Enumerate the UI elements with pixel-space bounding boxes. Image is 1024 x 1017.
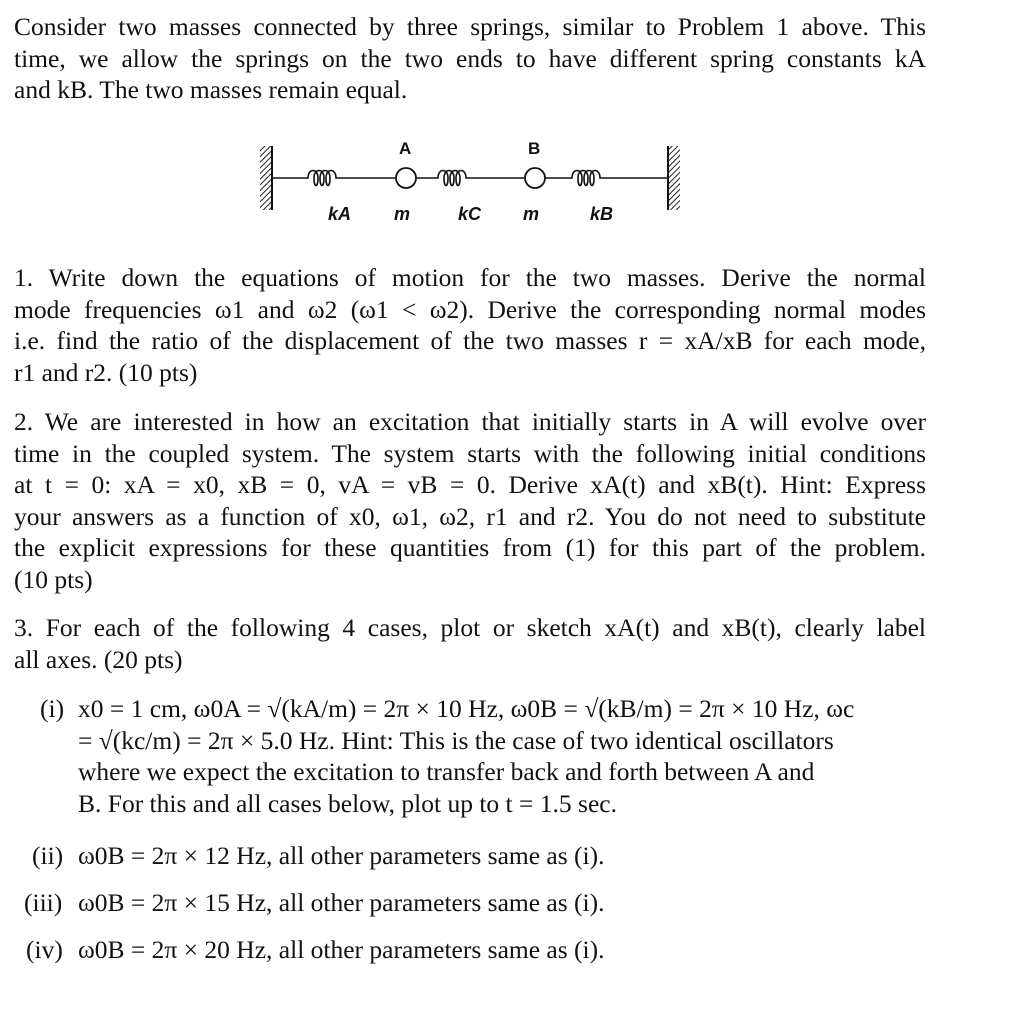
- case-i-label: (i): [40, 694, 65, 723]
- case-iii-text: ω0B = 2π × 15 Hz, all other parameters same as (i).: [78, 888, 605, 917]
- question-3: [14, 612, 926, 675]
- q2-line-6: (10 pts): [14, 564, 93, 594]
- label-ka-text: kA: [328, 204, 352, 224]
- spring-mass-diagram: [250, 132, 690, 232]
- q2-line-1: 2. We are interested in how an excitation that initially starts in A will evolve over: [14, 407, 926, 436]
- q1-line-2: mode frequencies ω1 and ω2 (ω1 < ω2). Derive the corresponding normal modes: [14, 294, 926, 324]
- left-wall: [260, 146, 272, 210]
- label-m-left: m: [394, 204, 411, 224]
- mass-b: [525, 168, 545, 188]
- case-i: [40, 693, 930, 823]
- q2-line-5: the explicit expressions for these quantities from (1) for this part of the problem.: [14, 533, 926, 563]
- spring-left: [272, 171, 395, 186]
- q3-line-1: 3. For each of the following 4 cases, plot or sketch xA(t) and xB(t), clearly label: [14, 613, 926, 642]
- right-wall: [668, 146, 680, 210]
- case-ii-text: ω0B = 2π × 12 Hz, all other parameters same as (i).: [78, 841, 605, 870]
- case-iv-label: (iv): [26, 935, 63, 964]
- case-iv-text: ω0B = 2π × 20 Hz, all other parameters same as (i).: [78, 935, 605, 964]
- q3-line-2: all axes. (20 pts): [14, 644, 183, 674]
- case-i-line-2: = √(kc/m) = 2π × 5.0 Hz. Hint: This is the case of two identical oscillators: [78, 725, 834, 755]
- q2-line-4: your answers as a function of x0, ω1, ω2, r1 and r2. You do not need to substitute: [14, 501, 926, 531]
- label-kc: kC: [458, 204, 482, 224]
- spring-mid: [416, 171, 524, 186]
- intro-line-1: Consider two masses connected by three springs, similar to Problem 1 above. This: [14, 12, 926, 41]
- q1-line-3: i.e. find the ratio of the displacement of the two masses r = xA/xB for each mode,: [14, 326, 926, 356]
- spring-right: [545, 171, 668, 186]
- question-2: [14, 406, 926, 596]
- case-ii: [32, 840, 922, 872]
- case-iv: [26, 934, 916, 966]
- intro-line-3: and kB. The two masses remain equal.: [14, 75, 408, 105]
- question-1: [14, 262, 926, 388]
- mass-a: [396, 168, 416, 188]
- case-iii-label: (iii): [24, 888, 63, 917]
- label-a: A: [399, 139, 412, 158]
- label-m-right: m: [523, 204, 540, 224]
- q2-line-2: time in the coupled system. The system starts with the following initial conditions: [14, 438, 926, 468]
- label-kb: kB: [590, 204, 614, 224]
- label-b: B: [528, 139, 541, 158]
- q1-line-1: 1. Write down the equations of motion for the two masses. Derive the normal: [14, 263, 926, 292]
- case-i-line-3: where we expect the excitation to transfer back and forth between A and: [78, 757, 815, 787]
- intro-line-2: time, we allow the springs on the two ends to have different spring constants kA: [14, 43, 926, 73]
- label-ka: [328, 204, 351, 224]
- q1-line-4: r1 and r2. (10 pts): [14, 357, 198, 387]
- case-iii: [24, 887, 914, 919]
- case-ii-label: (ii): [32, 841, 64, 870]
- case-i-line-4: B. For this and all cases below, plot up to t = 1.5 sec.: [78, 788, 617, 818]
- q2-line-3: at t = 0: xA = x0, xB = 0, vA = vB = 0. Derive xA(t) and xB(t). Hint: Express: [14, 470, 926, 500]
- case-i-line-1: x0 = 1 cm, ω0A = √(kA/m) = 2π × 10 Hz, ω0B = √(kB/m) = 2π × 10 Hz, ωc: [78, 694, 855, 723]
- intro-paragraph: [14, 11, 926, 106]
